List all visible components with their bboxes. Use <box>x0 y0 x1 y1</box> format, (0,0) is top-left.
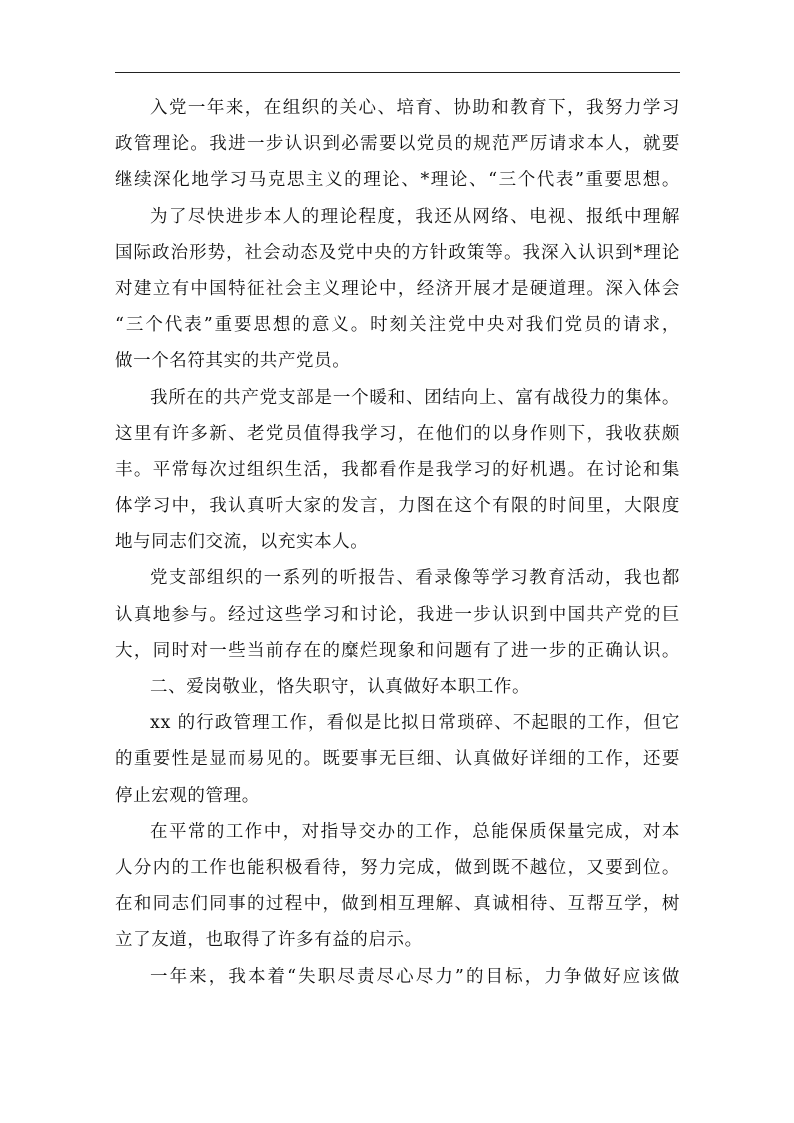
text-line: 大，同时对一些当前存在的糜烂现象和问题有了进一步的正确认识。 <box>115 640 680 661</box>
text-line: 对建立有中国特征社会主义理论中，经济开展才是硬道理。深入体会 <box>115 278 680 299</box>
text-line: 这里有许多新、老党员值得我学习，在他们的以身作则下，我收获颇 <box>115 423 680 444</box>
text-line: 为了尽快进步本人的理论程度，我还从网络、电视、报纸中理解 <box>150 206 680 227</box>
paragraph <box>115 199 680 380</box>
section-heading <box>115 669 680 705</box>
text-line: 丰。平常每次过组织生活，我都看作是我学习的好机遇。在讨论和集 <box>115 459 680 480</box>
text-line: 二、爱岗敬业，恪失职守，认真做好本职工作。 <box>150 677 531 697</box>
paragraph <box>115 959 680 995</box>
header-rule <box>115 72 680 73</box>
text-line: 人分内的工作也能积极看待，努力完成，做到既不越位，又要到位。 <box>115 857 680 878</box>
paragraph <box>115 380 680 561</box>
paragraph <box>115 705 680 814</box>
text-line: 一年来，我本着“失职尽责尽心尽力”的目标，力争做好应该做 <box>150 966 680 987</box>
text-line: 做一个名符其实的共产党员。 <box>115 351 351 372</box>
paragraph <box>115 90 680 199</box>
text-line: 我所在的共产党支部是一个暖和、团结向上、富有战役力的集体。 <box>150 387 680 408</box>
text-line: 国际政治形势，社会动态及党中央的方针政策等。我深入认识到*理论 <box>115 242 680 263</box>
text-line: 继续深化地学习马克思主义的理论、*理论、“三个代表”重要思想。 <box>115 170 680 191</box>
text-line: 在平常的工作中，对指导交办的工作，总能保质保量完成，对本 <box>150 821 680 842</box>
text-line: “三个代表”重要思想的意义。时刻关注党中央对我们党员的请求， <box>115 315 681 336</box>
text-line: 政管理论。我进一步认识到必需要以党员的规范严厉请求本人，就要 <box>115 134 680 155</box>
text-line: 党支部组织的一系列的听报告、看录像等学习教育活动，我也都 <box>150 568 680 589</box>
text-line: 体学习中，我认真听大家的发言，力图在这个有限的时间里，大限度 <box>115 496 680 517</box>
text-line: 在和同志们同事的过程中，做到相互理解、真诚相待、互帮互学，树 <box>115 894 680 915</box>
paragraph <box>115 560 680 669</box>
text-line: 的重要性是显而易见的。既要事无巨细、认真做好详细的工作，还要 <box>115 749 680 770</box>
text-line: 入党一年来，在组织的关心、培育、协助和教育下，我努力学习 <box>150 98 680 118</box>
document-body <box>115 90 680 995</box>
text-line: 认真地参与。经过这些学习和讨论，我进一步认识到中国共产党的巨 <box>115 604 680 625</box>
text-line: 停止宏观的管理。 <box>115 785 260 806</box>
text-line: 地与同志们交流，以充实本人。 <box>115 532 369 553</box>
paragraph <box>115 814 680 959</box>
text-line: xx 的行政管理工作，看似是比拟日常琐碎、不起眼的工作，但它 <box>150 713 680 734</box>
text-line: 立了友道，也取得了许多有益的启示。 <box>115 930 423 951</box>
